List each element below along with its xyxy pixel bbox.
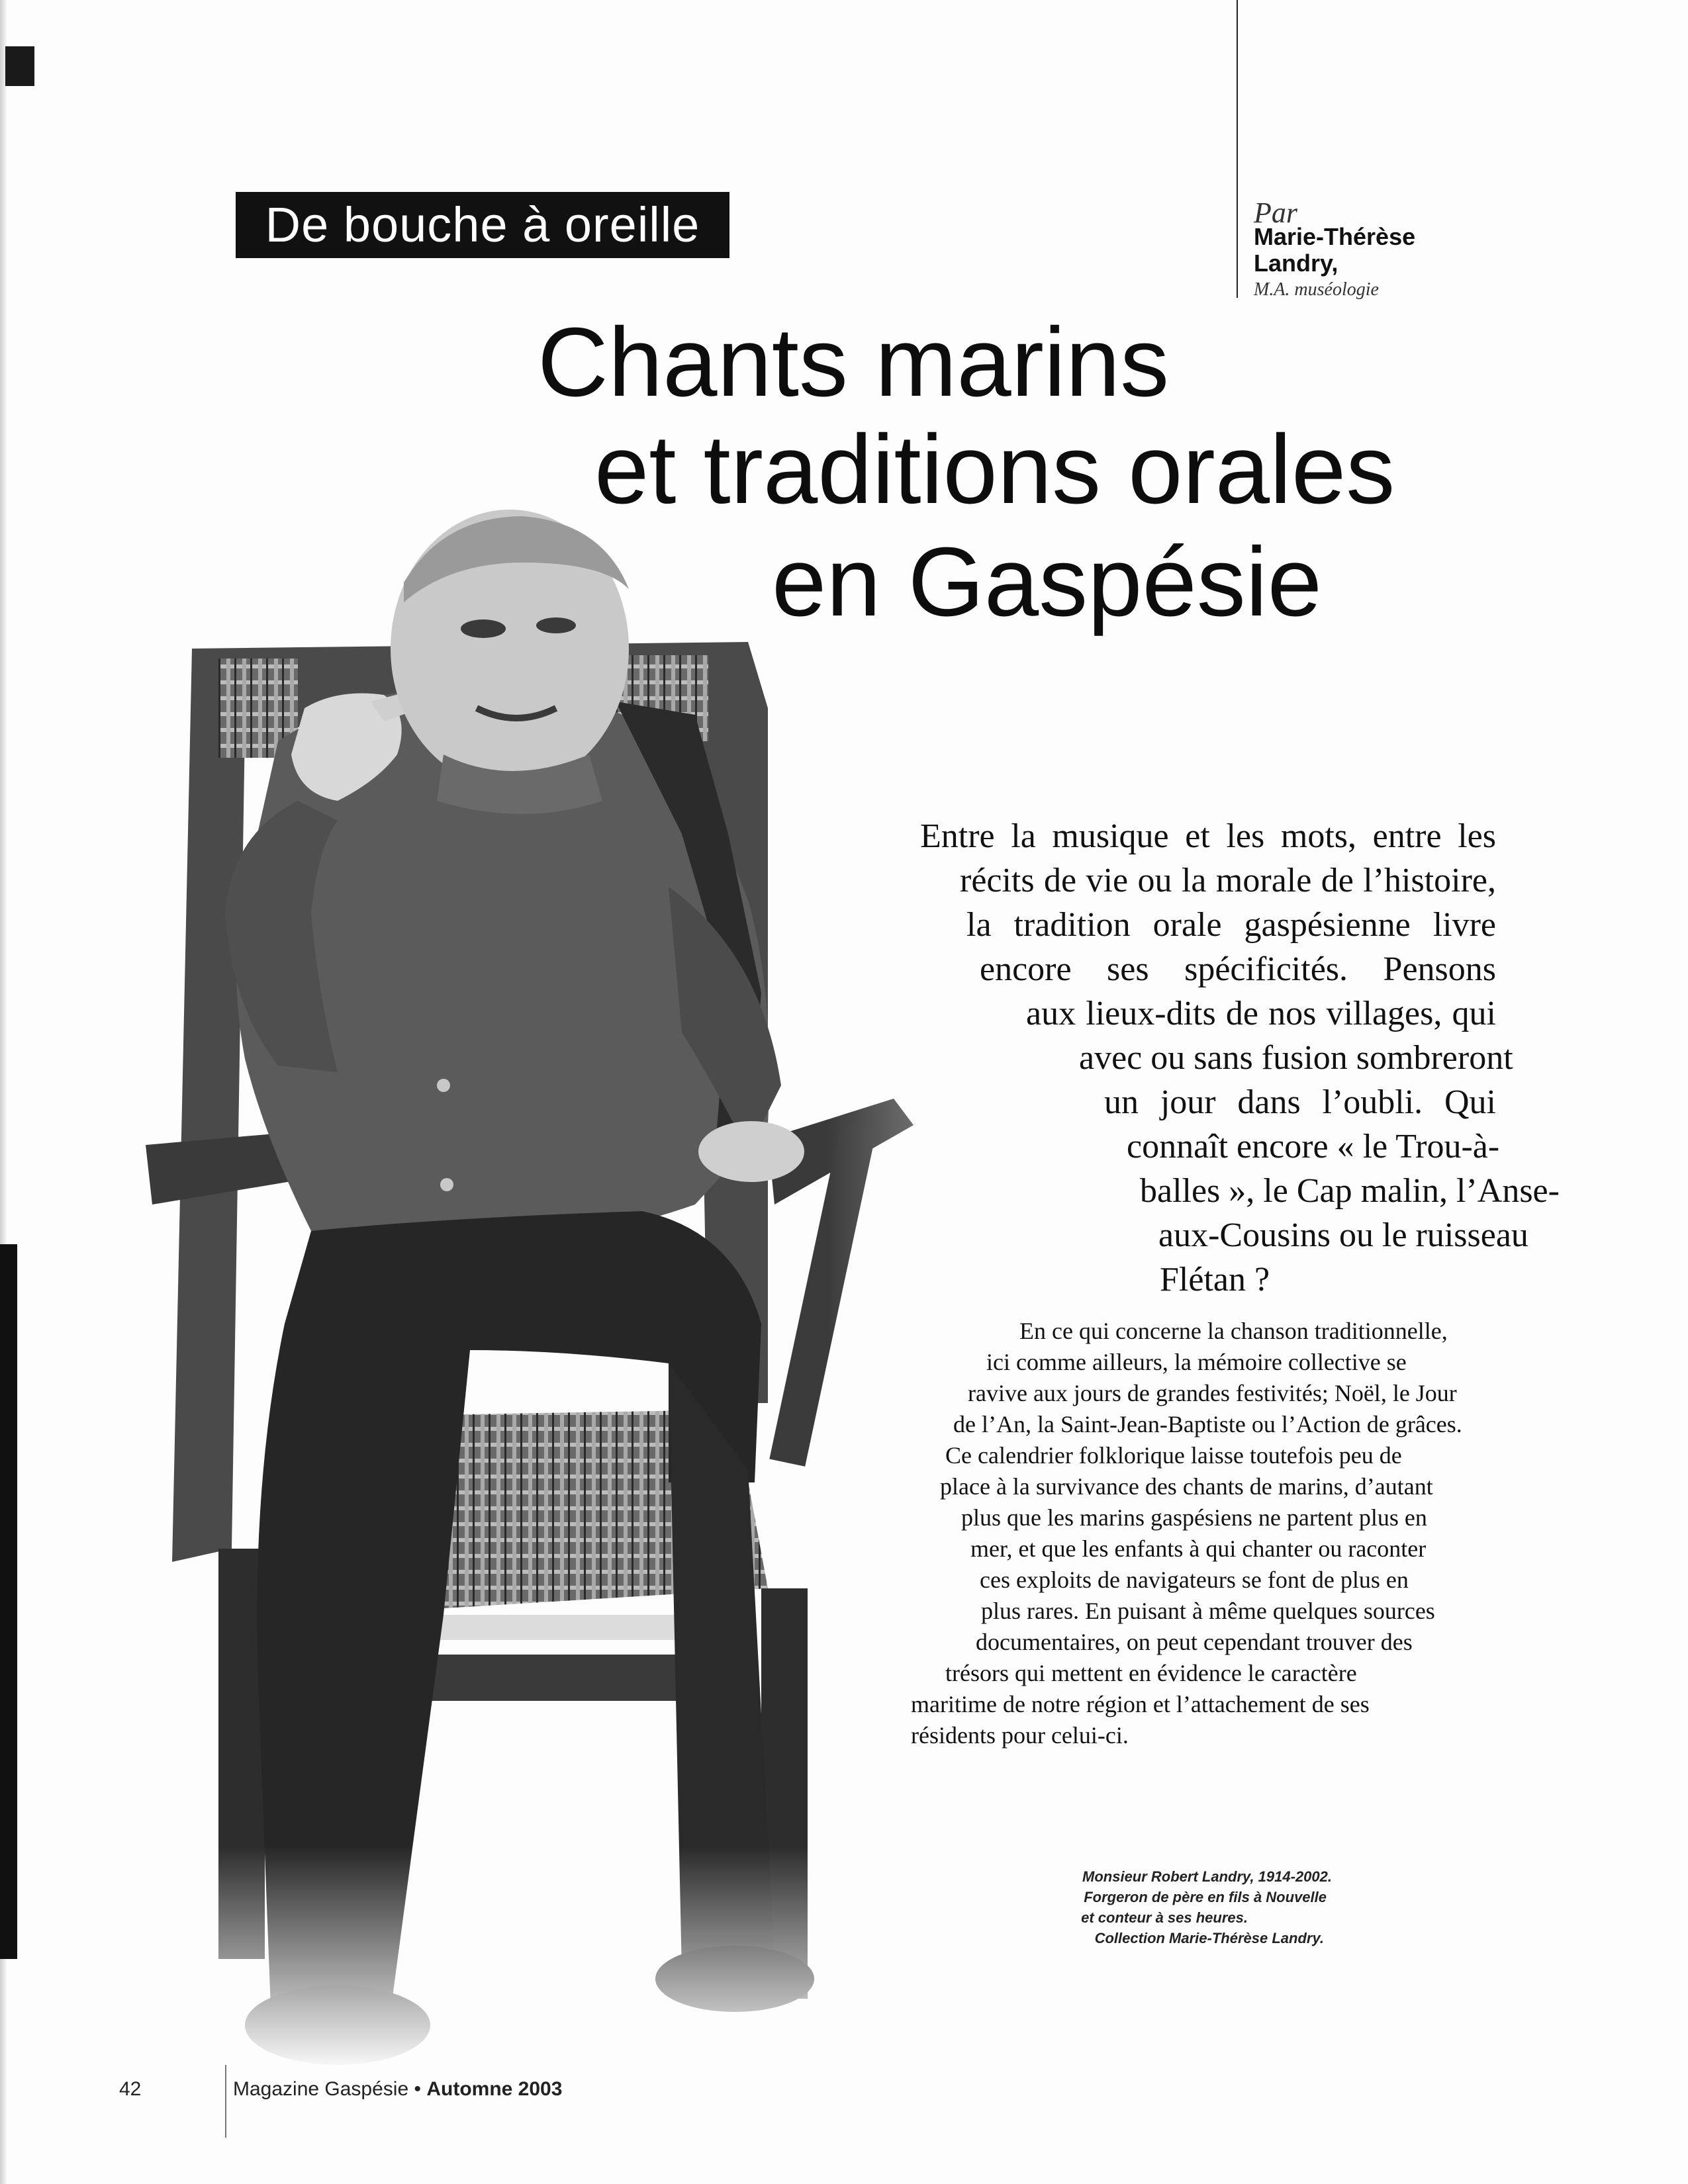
author-name-line-1: Marie-Thérèse bbox=[1254, 223, 1416, 250]
footer-issue: Automne 2003 bbox=[426, 2078, 563, 2100]
body-line: documentaires, on peut cependant trouver des bbox=[976, 1629, 1413, 1655]
footer-magazine-name: Magazine Gaspésie bbox=[233, 2078, 409, 2100]
byline-prefix: Par bbox=[1254, 197, 1297, 229]
intro-paragraph bbox=[894, 814, 1560, 1302]
author-credential: M.A. muséologie bbox=[1254, 279, 1379, 300]
intro-line: Entre la musique et les mots, entre les bbox=[920, 817, 1496, 855]
body-line: plus rares. En puisant à même quelques sources bbox=[981, 1598, 1435, 1624]
body-line: plus que les marins gaspésiens ne partent plus en bbox=[961, 1504, 1427, 1531]
footer-publication bbox=[233, 2078, 562, 2101]
caption-line: Collection Marie-Thérèse Landry. bbox=[1094, 1930, 1324, 1946]
body-line: ici comme ailleurs, la mémoire collective se bbox=[986, 1349, 1407, 1375]
body-line: ces exploits de navigateurs se font de plus en bbox=[980, 1567, 1409, 1593]
intro-line: un jour dans l’oubli. Qui bbox=[1104, 1083, 1496, 1121]
intro-line: avec ou sans fusion sombreront bbox=[1079, 1039, 1513, 1077]
scan-registration-mark bbox=[5, 46, 34, 86]
article-title-line-1: Chants marins bbox=[538, 308, 1170, 417]
intro-line: encore ses spécificités. Pensons bbox=[980, 950, 1496, 988]
author-name-line-2: Landry, bbox=[1254, 250, 1338, 277]
body-paragraph bbox=[907, 1316, 1483, 1751]
photo-caption bbox=[993, 1866, 1364, 1948]
body-line: trésors qui mettent en évidence le caractère bbox=[945, 1660, 1357, 1686]
body-line: de l’An, la Saint-Jean-Baptiste ou l’Action de grâces. bbox=[953, 1411, 1462, 1437]
body-line: Ce calendrier folklorique laisse toutefois peu de bbox=[945, 1442, 1402, 1469]
byline-divider bbox=[1237, 0, 1238, 298]
article-title-line-2: et traditions orales bbox=[594, 415, 1395, 524]
body-line: ravive aux jours de grandes festivités; Noël, le Jour bbox=[968, 1380, 1457, 1406]
body-line: résidents pour celui-ci. bbox=[911, 1722, 1129, 1749]
scan-edge-bar bbox=[0, 1244, 17, 1959]
body-line: mer, et que les enfants à qui chanter ou raconter bbox=[970, 1535, 1427, 1562]
caption-line: Monsieur Robert Landry, 1914-2002. bbox=[1082, 1868, 1332, 1885]
intro-line: aux lieux-dits de nos villages, qui bbox=[1026, 995, 1496, 1032]
page-number: 42 bbox=[119, 2078, 142, 2100]
body-line: En ce qui concerne la chanson traditionnelle, bbox=[1019, 1318, 1448, 1344]
footer-divider bbox=[225, 2065, 226, 2138]
body-line: place à la survivance des chants de marins, d’autant bbox=[940, 1473, 1433, 1500]
caption-line: et conteur à ses heures. bbox=[1081, 1909, 1248, 1926]
intro-line: la tradition orale gaspésienne livre bbox=[966, 906, 1496, 944]
intro-line: Flétan ? bbox=[1160, 1261, 1270, 1298]
intro-line: connaît encore « le Trou-à- bbox=[1127, 1128, 1500, 1165]
footer-separator: • bbox=[408, 2078, 427, 2100]
section-banner: De bouche à oreille bbox=[236, 192, 729, 258]
intro-line: aux-Cousins ou le ruisseau bbox=[1158, 1216, 1528, 1254]
intro-line: récits de vie ou la morale de l’histoire, bbox=[960, 862, 1496, 899]
article-title-line-3: en Gaspésie bbox=[772, 527, 1322, 637]
intro-line: balles », le Cap malin, l’Anse- bbox=[1140, 1172, 1560, 1210]
caption-line: Forgeron de père en fils à Nouvelle bbox=[1084, 1889, 1327, 1905]
author-name bbox=[1254, 224, 1415, 277]
body-line: maritime de notre région et l’attachement de ses bbox=[911, 1691, 1370, 1717]
